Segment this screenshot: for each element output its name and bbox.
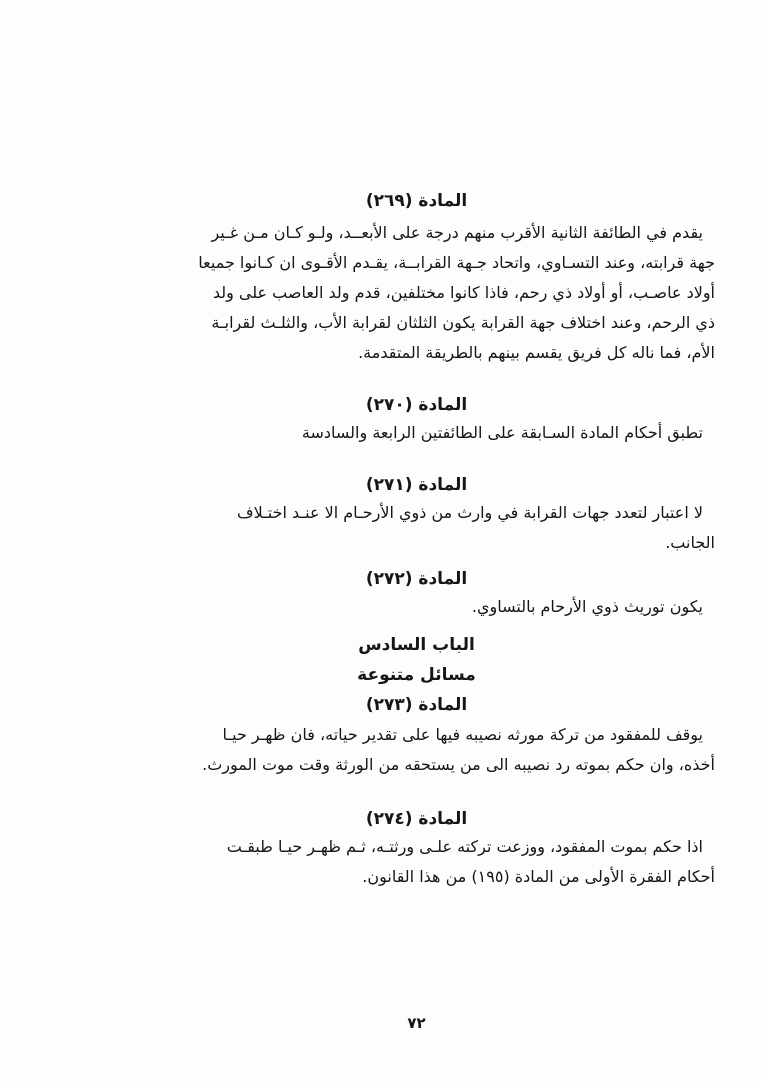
body-line: أخذه، وان حكم بموته رد نصيبه الى من يستحقه من الورثة وقت موت المورث. [202,755,715,774]
article-272-heading: المادة (٢٧٢) [365,569,468,589]
text-column [118,188,715,892]
article-269-body [118,218,715,368]
chapter-subtitle: مسائل متنوعة [357,665,476,685]
body-line: الأم، فما ناله كل فريق يقسم بينهم بالطريقة المتقدمة. [358,343,715,362]
article-274-body [118,832,715,892]
body-line: أحكام الفقرة الأولى من المادة (١٩٥) من هذا القانون. [362,867,715,886]
article-274-heading: المادة (٢٧٤) [365,809,468,829]
article-273-heading: المادة (٢٧٣) [365,695,468,715]
body-line: أولاد عاصـب، أو أولاد ذي رحم، فاذا كانوا مختلفين، قدم ولد العاصب على ولد [212,283,715,302]
article-270-body [118,418,715,448]
article-271-heading: المادة (٢٧١) [365,475,468,495]
body-line: يقدم في الطائفة الثانية الأقرب منهم درجة على الأبعــد، ولـو كـان مـن غـير [211,223,703,242]
body-line: لا اعتبار لتعدد جهات القرابة في وارث من ذوي الأرحـام الا عنـد اختـلاف [236,503,703,522]
chapter-heading: الباب السادس [358,635,475,655]
body-line: تطبق أحكام المادة السـابقة على الطائفتين الرابعة والسادسة [301,423,703,442]
article-271-body [118,498,715,558]
article-272-body [118,592,715,622]
body-line: يوقف للمفقود من تركة مورثه نصيبه فيها على تقدير حياته، فان ظهـر حيـا [222,725,703,744]
body-line: اذا حكم بموت المفقود، ووزعت تركته علـى ورثتـه، ثـم ظهـر حيـا طبقـت [226,837,703,856]
body-line: جهة قرابته، وعند التسـاوي، واتحاد جـهة القرابــة، يقـدم الأقـوى ان كـانوا جميعا [198,253,715,272]
article-269-heading: المادة (٢٦٩) [365,191,468,211]
body-line: يكون توريث ذوي الأرحام بالتساوي. [471,597,703,616]
article-273-body [118,720,715,780]
article-270-heading: المادة (٢٧٠) [365,395,468,415]
page-number: ٧٢ [407,1014,426,1032]
body-line: ذي الرحم، وعند اختلاف جهة القرابة يكون الثلثان لقرابة الأب، والثلـث لقرابـة [211,313,715,332]
body-line: الجانب. [665,533,715,552]
